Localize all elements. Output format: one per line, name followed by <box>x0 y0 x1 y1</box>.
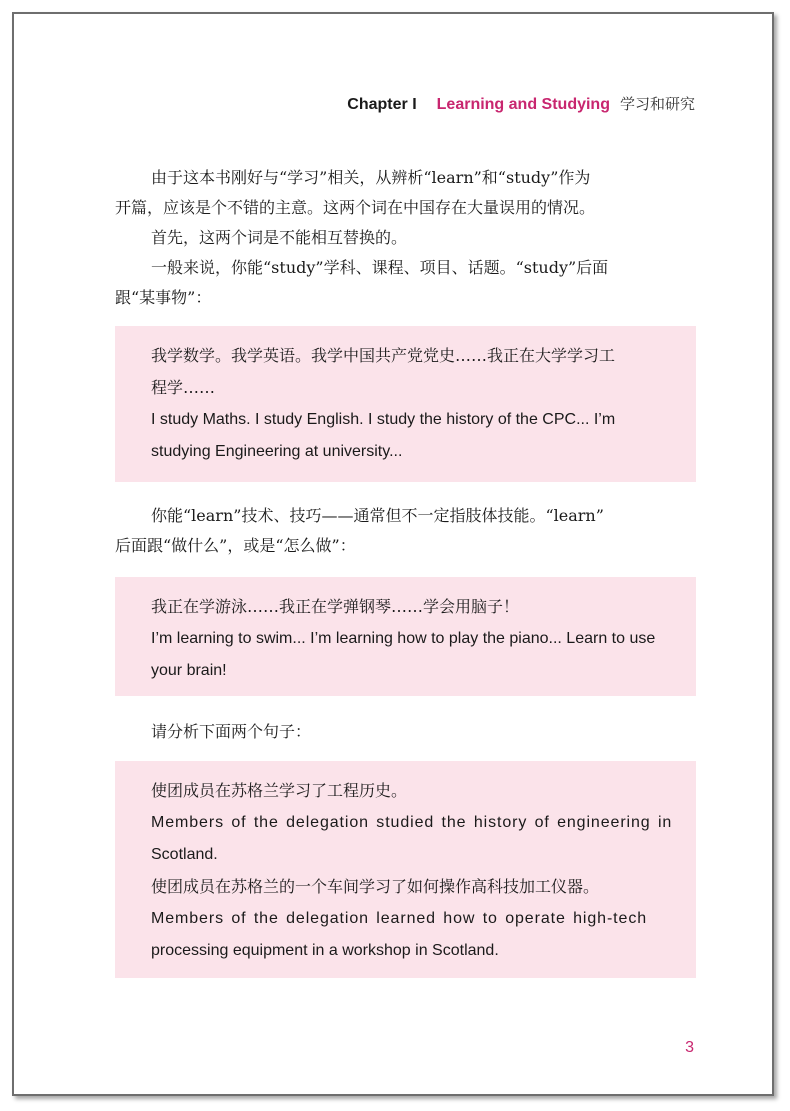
running-header <box>347 93 695 117</box>
example-en-line: Members of the delegation studied the history of engineering in <box>151 814 673 831</box>
chapter-title-chinese: 学习和研究 <box>619 95 695 113</box>
example-zh-line: 我正在学游泳……我正在学弹钢琴……学会用脑子！ <box>151 597 520 616</box>
intro-line-2: 开篇，应该是个不错的主意。这两个词在中国存在大量误用的情况。 <box>115 198 596 217</box>
intro-line-4: 一般来说，你能“study”学科、课程、项目、话题。“study”后面 <box>151 258 609 277</box>
example-box-compare <box>115 761 696 978</box>
learn-paragraph <box>115 501 695 561</box>
example-en-line: studying Engineering at university... <box>151 443 403 460</box>
learn-line-1: 你能“learn”技术、技巧——通常但不一定指肢体技能。“learn” <box>151 506 604 525</box>
intro-line-5: 跟“某事物”： <box>115 288 212 307</box>
example-box-study <box>115 326 696 482</box>
chapter-label: Chapter I <box>347 96 417 113</box>
example-en-line: I’m learning to swim... I’m learning how to play the piano... Learn to use <box>151 630 656 647</box>
example-zh-line: 使团成员在苏格兰学习了工程历史。 <box>151 781 408 800</box>
analyze-line: 请分析下面两个句子： <box>151 722 312 741</box>
example-zh-line: 我学数学。我学英语。我学中国共产党党史……我正在大学学习工 <box>151 346 616 365</box>
example-zh-line: 程学…… <box>151 378 216 397</box>
example-en-line: your brain! <box>151 662 227 679</box>
example-zh-line: 使团成员在苏格兰的一个车间学习了如何操作高科技加工仪器。 <box>151 877 600 896</box>
intro-line-1: 由于这本书刚好与“学习”相关，从辨析“learn”和“study”作为 <box>151 168 591 187</box>
page-number: 3 <box>685 1039 694 1056</box>
chapter-title: Learning and Studying <box>436 96 610 113</box>
example-en-line: processing equipment in a workshop in Scotland. <box>151 942 499 959</box>
example-en-line: Members of the delegation learned how to operate high-tech <box>151 910 648 927</box>
learn-line-2: 后面跟“做什么”，或是“怎么做”： <box>115 536 356 555</box>
intro-paragraph <box>115 163 695 313</box>
intro-line-3: 首先，这两个词是不能相互替换的。 <box>151 228 408 247</box>
analyze-paragraph <box>115 717 695 747</box>
example-en-line: Scotland. <box>151 846 218 863</box>
example-en-line: I study Maths. I study English. I study the history of the CPC... I’m <box>151 411 616 428</box>
example-box-learn <box>115 577 696 696</box>
